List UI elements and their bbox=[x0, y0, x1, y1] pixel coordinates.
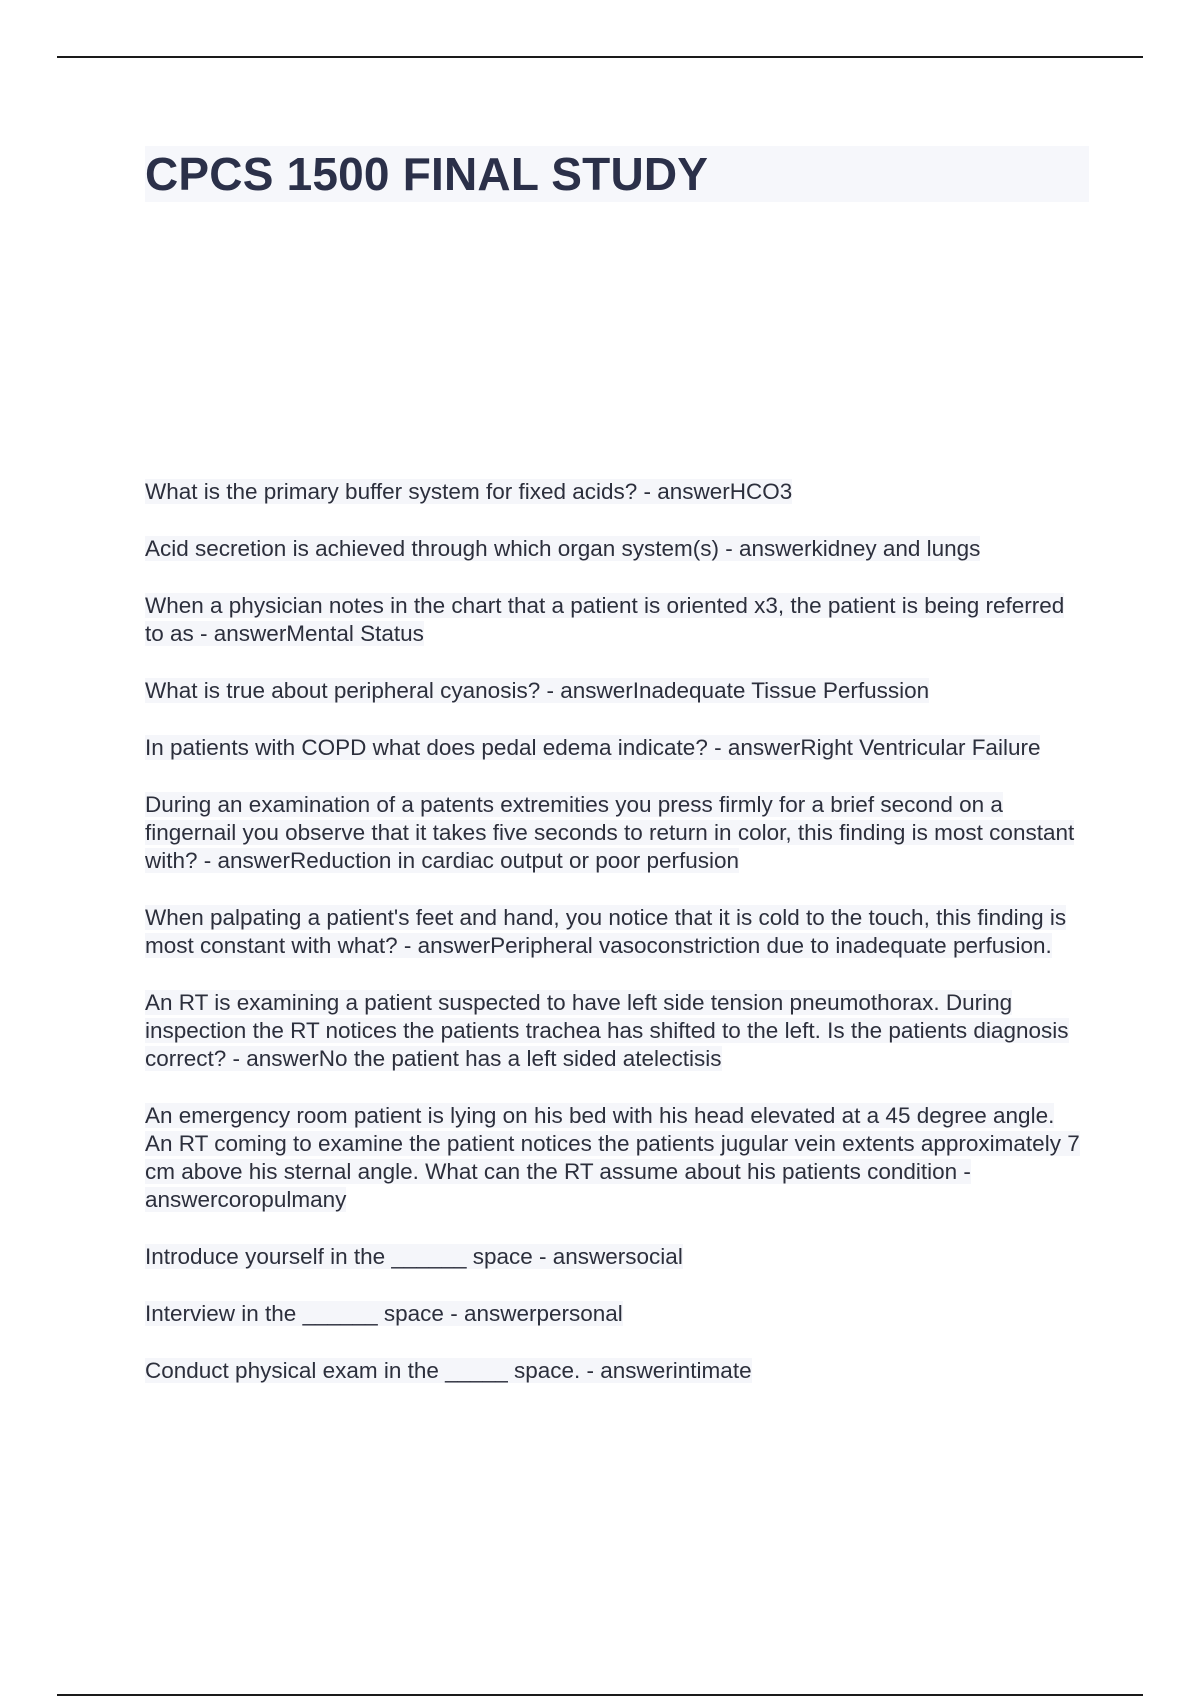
list-item bbox=[145, 904, 1085, 960]
question-answer-text: When a physician notes in the chart that a patient is oriented x3, the patient is being referred to as - answerMental Status bbox=[145, 593, 1065, 646]
list-item bbox=[145, 1357, 1085, 1385]
bottom-divider bbox=[57, 1694, 1143, 1696]
flashcard-list bbox=[145, 478, 1085, 1414]
list-item bbox=[145, 734, 1085, 762]
list-item bbox=[145, 791, 1085, 875]
question-answer-text: An RT is examining a patient suspected to have left side tension pneumothorax. During inspection the RT notices the patients trachea has shifted to the left. Is the patients diagnosis correct? - answerNo the patient has a left sided atelectisis bbox=[145, 990, 1069, 1071]
document-title: CPCS 1500 FINAL STUDY bbox=[145, 148, 709, 200]
question-answer-text: Acid secretion is achieved through which organ system(s) - answerkidney and lungs bbox=[145, 536, 981, 561]
list-item bbox=[145, 1300, 1085, 1328]
question-answer-text: During an examination of a patents extremities you press firmly for a brief second on a fingernail you observe that it takes five seconds to return in color, this finding is most constant with? - answerReduction in cardiac output or poor perfusion bbox=[145, 792, 1075, 873]
list-item bbox=[145, 1243, 1085, 1271]
question-answer-text: Interview in the ______ space - answerpersonal bbox=[145, 1301, 623, 1326]
question-answer-text: An emergency room patient is lying on his bed with his head elevated at a 45 degree angle. An RT coming to examine the patient notices the patients jugular vein extents approximately 7 cm above his sternal angle. What can the RT assume about his patients condition - answercoropulmany bbox=[145, 1103, 1080, 1212]
list-item bbox=[145, 535, 1085, 563]
list-item bbox=[145, 677, 1085, 705]
list-item bbox=[145, 478, 1085, 506]
question-answer-text: What is the primary buffer system for fixed acids? - answerHCO3 bbox=[145, 479, 793, 504]
question-answer-text: Introduce yourself in the ______ space - answersocial bbox=[145, 1244, 683, 1269]
list-item bbox=[145, 1102, 1085, 1214]
question-answer-text: When palpating a patient's feet and hand, you notice that it is cold to the touch, this finding is most constant with what? - answerPeripheral vasoconstriction due to inadequate perfusion. bbox=[145, 905, 1067, 958]
list-item bbox=[145, 989, 1085, 1073]
list-item bbox=[145, 592, 1085, 648]
question-answer-text: What is true about peripheral cyanosis? - answerInadequate Tissue Perfussion bbox=[145, 678, 930, 703]
question-answer-text: In patients with COPD what does pedal edema indicate? - answerRight Ventricular Failure bbox=[145, 735, 1041, 760]
top-divider bbox=[57, 56, 1143, 58]
question-answer-text: Conduct physical exam in the _____ space. - answerintimate bbox=[145, 1358, 752, 1383]
